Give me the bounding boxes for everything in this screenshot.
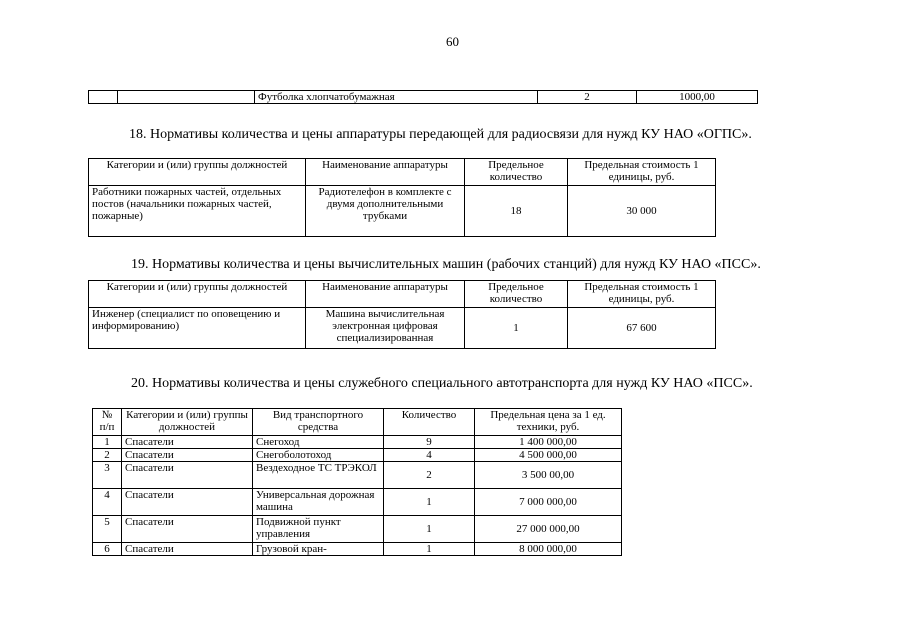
category-cell: Инженер (специалист по оповещению и информированию) [89,308,306,349]
table-row [93,543,622,556]
qty-cell: 1 [384,516,475,543]
col-header-price: Предельная стоимость 1 единицы, руб. [568,159,716,186]
table-row [93,489,622,516]
name-cell: Машина вычислительная электронная цифровая специализированная [306,308,465,349]
section-19-table [88,280,716,349]
table-row [93,436,622,449]
vehicle-cell: Подвижной пункт управления [253,516,384,543]
section-18-heading: 18. Нормативы количества и цены аппаратуры передающей для радиосвязи для нужд КУ НАО «ОГПС». [129,127,752,142]
row-number: 3 [93,462,122,489]
col-header-name: Наименование аппаратуры [306,281,465,308]
price-cell: 7 000 000,00 [475,489,622,516]
price-cell: 1 400 000,00 [475,436,622,449]
col-header-qty: Предельное количество [465,281,568,308]
col-header-name: Наименование аппаратуры [306,159,465,186]
section-20-heading: 20. Нормативы количества и цены служебного специального автотранспорта для нужд КУ НАО «ПСС». [131,376,753,391]
qty-cell: 1 [384,543,475,556]
table-header-row [89,281,716,308]
table-header-row [89,159,716,186]
price-cell: 67 600 [568,308,716,349]
section-20-table [92,408,622,556]
vehicle-cell: Вездеходное ТС ТРЭКОЛ [253,462,384,489]
col-header-number: № п/п [93,409,122,436]
item-price: 1000,00 [637,91,758,104]
category-cell: Спасатели [122,516,253,543]
table-row [89,91,758,104]
item-qty: 2 [538,91,637,104]
col-header-category: Категории и (или) группы должностей [89,281,306,308]
table-row [89,186,716,237]
col-header-price: Предельная цена за 1 ед. техники, руб. [475,409,622,436]
qty-cell: 1 [465,308,568,349]
row-number: 6 [93,543,122,556]
name-cell: Радиотелефон в комплекте с двумя дополнительными трубками [306,186,465,237]
price-cell: 3 500 00,00 [475,462,622,489]
row-number: 1 [93,436,122,449]
qty-cell: 1 [384,489,475,516]
price-cell: 8 000 000,00 [475,543,622,556]
price-cell: 27 000 000,00 [475,516,622,543]
col-header-category: Категории и (или) группы должностей [122,409,253,436]
table-row [89,308,716,349]
price-cell: 4 500 000,00 [475,449,622,462]
table-row [93,462,622,489]
col-header-vehicle: Вид транспортного средства [253,409,384,436]
qty-cell: 4 [384,449,475,462]
col-header-qty: Предельное количество [465,159,568,186]
vehicle-cell: Универсальная дорожная машина [253,489,384,516]
row-number: 2 [93,449,122,462]
row-number: 4 [93,489,122,516]
category-cell: Спасатели [122,462,253,489]
table-header-row [93,409,622,436]
table-row [93,449,622,462]
row-number: 5 [93,516,122,543]
col-header-price: Предельная стоимость 1 единицы, руб. [568,281,716,308]
vehicle-cell: Грузовой кран- [253,543,384,556]
col-header-category: Категории и (или) группы должностей [89,159,306,186]
category-cell: Работники пожарных частей, отдельных постов (начальники пожарных частей, пожарные) [89,186,306,237]
section-19-heading: 19. Нормативы количества и цены вычислительных машин (рабочих станций) для нужд КУ НАО «ПСС». [131,257,761,272]
vehicle-cell: Снегоболотоход [253,449,384,462]
col-header-qty: Количество [384,409,475,436]
category-cell: Спасатели [122,449,253,462]
qty-cell: 18 [465,186,568,237]
price-cell: 30 000 [568,186,716,237]
item-name: Футболка хлопчатобумажная [255,91,538,104]
category-cell: Спасатели [122,543,253,556]
qty-cell: 2 [384,462,475,489]
vehicle-cell: Снегоход [253,436,384,449]
section-18-table [88,158,716,237]
page-number: 60 [446,34,459,49]
category-cell: Спасатели [122,436,253,449]
top-continuation-table [88,90,758,104]
category-cell: Спасатели [122,489,253,516]
qty-cell: 9 [384,436,475,449]
table-row [93,516,622,543]
